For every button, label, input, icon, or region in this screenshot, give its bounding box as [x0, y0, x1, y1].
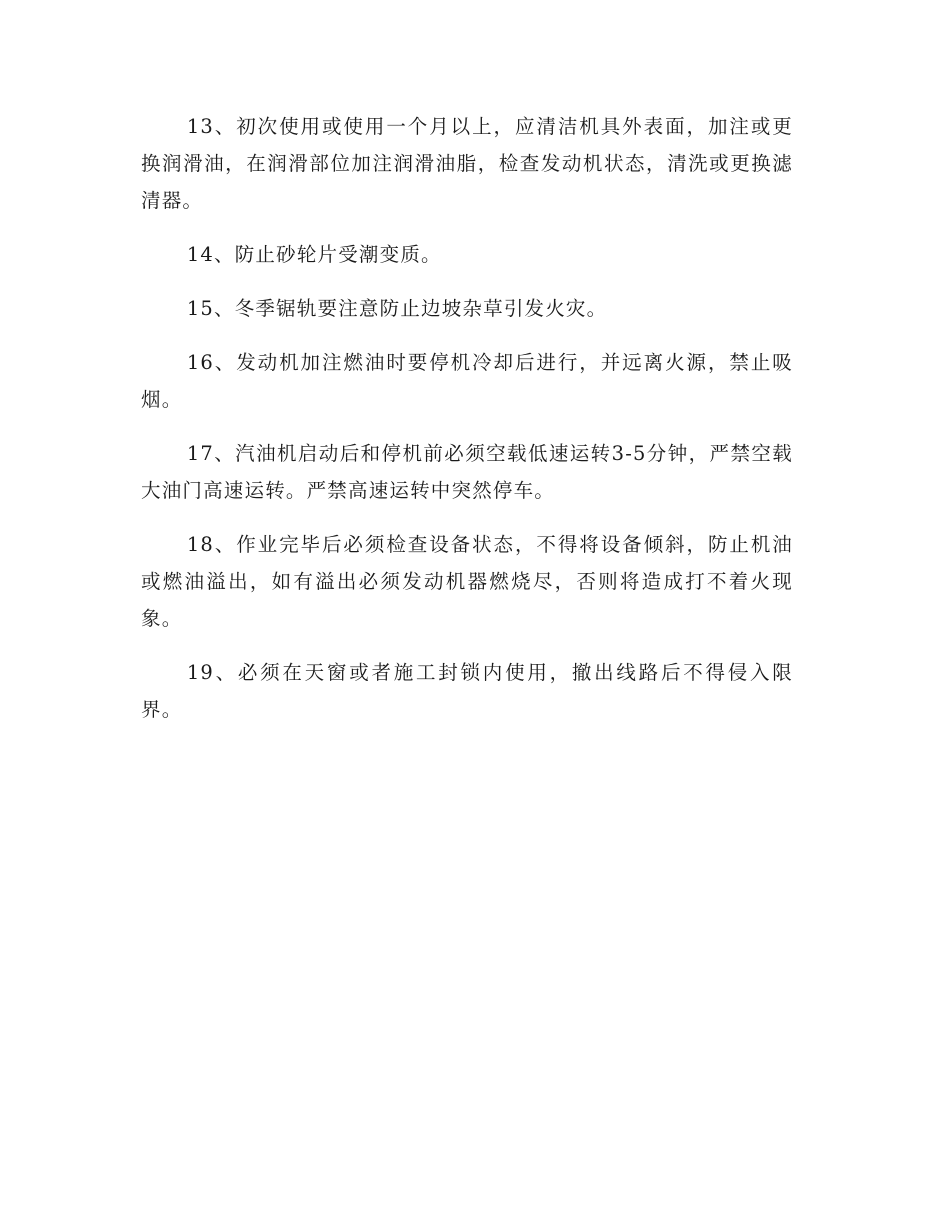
paragraph-item-19: 19、必须在天窗或者施工封锁内使用，撤出线路后不得侵入限界。	[141, 661, 793, 721]
paragraph-item-13: 13、初次使用或使用一个月以上，应清洁机具外表面，加注或更换润滑油，在润滑部位加注润滑油脂，检查发动机状态，清洗或更换滤清器。	[141, 115, 793, 212]
paragraph-item-17: 17、汽油机启动后和停机前必须空载低速运转3-5分钟，严禁空载大油门高速运转。严禁高速运转中突然停车。	[141, 442, 793, 502]
paragraph-item-14: 14、防止砂轮片受潮变质。	[186, 243, 442, 266]
paragraph-item-18: 18、作业完毕后必须检查设备状态，不得将设备倾斜，防止机油或燃油溢出，如有溢出必须发动机器燃烧尽，否则将造成打不着火现象。	[141, 533, 793, 630]
paragraph-item-16: 16、发动机加注燃油时要停机冷却后进行，并远离火源，禁止吸烟。	[141, 351, 793, 411]
document-body	[141, 108, 793, 745]
paragraph-item-15: 15、冬季锯轨要注意防止边坡杂草引发火灾。	[186, 297, 608, 320]
